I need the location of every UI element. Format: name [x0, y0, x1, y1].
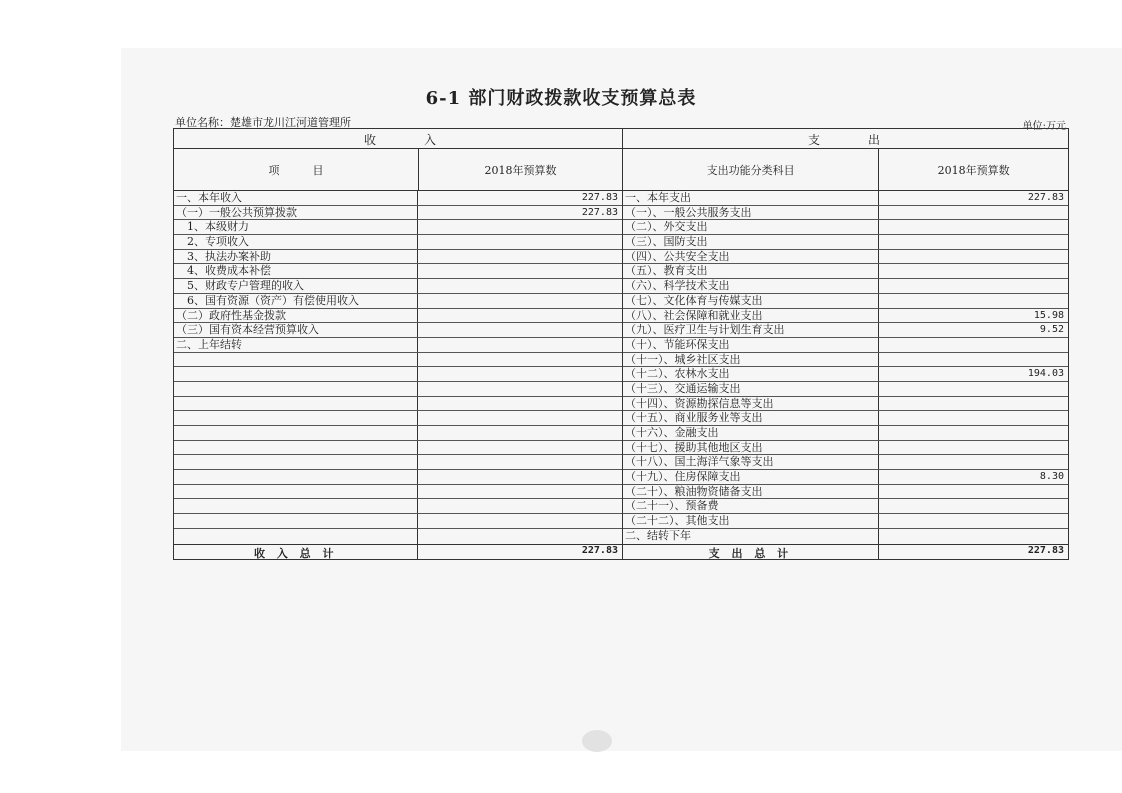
row-name: 2、专项收入 [174, 235, 418, 249]
budget-table [173, 128, 1069, 560]
row-value: 9.52 [1039, 324, 1064, 336]
row-value [879, 294, 1068, 308]
expense-column-headers [623, 149, 1068, 191]
table-row [623, 279, 1068, 294]
row-name: （十四）、资源勘探信息等支出 [623, 397, 879, 411]
row-name: （十三）、交通运输支出 [623, 382, 879, 396]
row-value [879, 250, 1068, 264]
table-row [623, 264, 1068, 279]
table-row [623, 411, 1068, 426]
table-row [174, 235, 622, 250]
row-name: （二）、外交支出 [623, 220, 879, 234]
expense-header [623, 129, 1068, 149]
table-row [174, 411, 622, 426]
row-name: （一）、一般公共服务支出 [623, 206, 879, 220]
row-name [174, 499, 418, 513]
row-value [418, 411, 622, 425]
budget-column-header-right: 2018年预算数 [937, 163, 1010, 177]
row-value [418, 220, 622, 234]
row-value [418, 323, 622, 337]
row-name: （十六）、金融支出 [623, 426, 879, 440]
row-value: 227.83 [581, 192, 618, 203]
table-row [174, 220, 622, 235]
table-row [623, 309, 1068, 324]
row-value [879, 455, 1068, 469]
item-column-header: 项 目 [174, 149, 419, 190]
table-row [174, 191, 622, 206]
table-row [174, 441, 622, 456]
row-value [418, 264, 622, 278]
row-name: （十九）、住房保障支出 [623, 470, 879, 484]
row-value: 15.98 [1033, 309, 1064, 321]
income-header [174, 129, 622, 149]
row-name: （十二）、农林水支出 [623, 367, 879, 381]
row-name: （一）一般公共预算拨款 [174, 206, 418, 220]
document-title: 6-1 部门财政拨款收支预算总表 [425, 88, 697, 109]
row-name: 4、收费成本补偿 [174, 264, 418, 278]
row-name [174, 397, 418, 411]
row-value [418, 529, 622, 544]
table-row [623, 499, 1068, 514]
expense-total-label: 支 出 总 计 [623, 545, 879, 559]
row-name: 5、财政专户管理的收入 [174, 279, 418, 293]
row-name: （五）、教育支出 [623, 264, 879, 278]
table-row [174, 426, 622, 441]
table-row [174, 309, 622, 324]
table-row [174, 485, 622, 500]
table-row [623, 353, 1068, 368]
table-row [623, 367, 1068, 382]
table-row [174, 250, 622, 265]
table-row [623, 470, 1068, 485]
row-value [418, 309, 622, 323]
row-value [418, 397, 622, 411]
row-value [418, 485, 622, 499]
row-name [174, 455, 418, 469]
income-total-label: 收 入 总 计 [174, 545, 418, 559]
row-value [879, 426, 1068, 440]
row-name: （二十）、粮油物资储备支出 [623, 485, 879, 499]
row-name: 6、国有资源（资产）有偿使用收入 [174, 294, 418, 308]
table-row [623, 426, 1068, 441]
row-name: （十五）、商业服务业等支出 [623, 411, 879, 425]
table-row [623, 294, 1068, 309]
table-row [174, 529, 622, 544]
func-column-header: 支出功能分类科目 [623, 149, 879, 190]
row-name: 一、本年收入 [174, 191, 418, 205]
table-row [623, 397, 1068, 412]
expense-total-row [623, 544, 1068, 559]
row-value [879, 382, 1068, 396]
row-name [174, 485, 418, 499]
table-row [174, 455, 622, 470]
row-name [174, 411, 418, 425]
row-name: （三）、国防支出 [623, 235, 879, 249]
row-value [879, 353, 1068, 367]
row-name: （十八）、国土海洋气象等支出 [623, 455, 879, 469]
table-row [174, 323, 622, 338]
row-name: （二）政府性基金拨款 [174, 309, 418, 323]
table-row [623, 250, 1068, 265]
row-name: （二十二）、其他支出 [623, 514, 879, 528]
table-row [623, 235, 1068, 250]
row-value [879, 264, 1068, 278]
table-row [174, 294, 622, 309]
row-value [879, 529, 1068, 544]
income-total-value: 227.83 [581, 544, 618, 556]
row-value [418, 235, 622, 249]
table-row [174, 470, 622, 485]
faint-stamp [582, 730, 612, 752]
row-value [879, 514, 1068, 528]
row-name: 1、本级财力 [174, 220, 418, 234]
row-name [174, 367, 418, 381]
table-row [623, 455, 1068, 470]
income-body [174, 191, 622, 544]
table-row [623, 323, 1068, 338]
row-value [418, 294, 622, 308]
table-row [623, 382, 1068, 397]
table-row [623, 206, 1068, 221]
row-value [879, 279, 1068, 293]
row-name: 3、执法办案补助 [174, 250, 418, 264]
row-name: （六）、科学技术支出 [623, 279, 879, 293]
row-value [418, 367, 622, 381]
row-value [418, 499, 622, 513]
row-name [174, 470, 418, 484]
table-row [174, 499, 622, 514]
row-name: （四）、公共安全支出 [623, 250, 879, 264]
row-name: （十七）、援助其他地区支出 [623, 441, 879, 455]
unit-name: 单位名称：楚雄市龙川江河道管理所 [175, 116, 351, 129]
row-value [418, 470, 622, 484]
row-name: 二、结转下年 [623, 529, 879, 544]
row-name: （三）国有资本经营预算收入 [174, 323, 418, 337]
row-value [879, 220, 1068, 234]
row-name: （二十一）、预备费 [623, 499, 879, 513]
expense-total-value: 227.83 [1027, 544, 1064, 556]
row-value [418, 279, 622, 293]
expense-body [623, 191, 1068, 544]
row-value [879, 485, 1068, 499]
income-column-headers [174, 149, 622, 191]
row-value [418, 455, 622, 469]
table-row [623, 529, 1068, 544]
row-value [879, 235, 1068, 249]
row-name: （八）、社会保障和就业支出 [623, 309, 879, 323]
row-name [174, 529, 418, 544]
income-section [173, 128, 622, 560]
unit-money: 单位:万元 [1022, 121, 1066, 132]
table-row [623, 441, 1068, 456]
row-name: 一、本年支出 [623, 191, 879, 205]
row-value [418, 382, 622, 396]
table-row [174, 264, 622, 279]
row-name: （十）、节能环保支出 [623, 338, 879, 352]
row-value: 194.03 [1027, 368, 1064, 380]
row-name: （九）、医疗卫生与计划生育支出 [623, 323, 879, 337]
row-value [418, 338, 622, 352]
table-row [174, 353, 622, 368]
row-name: 二、上年结转 [174, 338, 418, 352]
row-name: （七）、文化体育与传媒支出 [623, 294, 879, 308]
table-row [623, 514, 1068, 529]
expense-header-label: 支 出 [808, 133, 881, 147]
row-value [879, 206, 1068, 220]
row-value [879, 411, 1068, 425]
row-value [879, 499, 1068, 513]
table-row [174, 514, 622, 529]
table-row [174, 206, 622, 221]
row-value [879, 338, 1068, 352]
row-value [418, 514, 622, 528]
row-value: 8.30 [1039, 471, 1064, 483]
row-value [879, 397, 1068, 411]
table-row [174, 279, 622, 294]
table-row [623, 220, 1068, 235]
table-row [174, 382, 622, 397]
row-name: （十一）、城乡社区支出 [623, 353, 879, 367]
row-value: 227.83 [581, 206, 618, 218]
budget-column-header-left: 2018年预算数 [484, 163, 557, 177]
row-name [174, 514, 418, 528]
table-row [623, 485, 1068, 500]
table-row [623, 338, 1068, 353]
row-name [174, 382, 418, 396]
row-value [418, 353, 622, 367]
table-row [623, 191, 1068, 206]
row-value [418, 426, 622, 440]
row-value [418, 441, 622, 455]
row-value: 227.83 [1027, 192, 1064, 203]
table-row [174, 338, 622, 353]
expense-section [622, 128, 1069, 560]
row-name [174, 353, 418, 367]
income-header-label: 收 入 [364, 133, 437, 147]
row-name [174, 441, 418, 455]
income-total-row [174, 544, 622, 559]
table-row [174, 397, 622, 412]
row-name [174, 426, 418, 440]
row-value [879, 441, 1068, 455]
table-row [174, 367, 622, 382]
row-value [418, 250, 622, 264]
